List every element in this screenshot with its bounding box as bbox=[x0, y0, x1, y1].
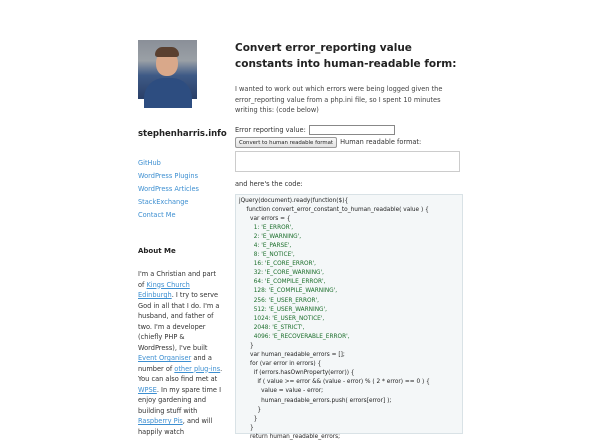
error-reporting-input[interactable] bbox=[309, 125, 395, 135]
code-line: for (var error in errors) { bbox=[239, 361, 322, 368]
error-reporting-label: Error reporting value: bbox=[235, 125, 306, 134]
about-title: About Me bbox=[138, 247, 176, 255]
code-line: 4: 'E_PARSE', bbox=[239, 242, 292, 249]
human-readable-label: Human readable format: bbox=[340, 138, 422, 146]
code-line: 2: 'E_WARNING', bbox=[239, 233, 302, 240]
wpse-link[interactable]: WPSE bbox=[138, 385, 157, 394]
code-line: } bbox=[239, 424, 254, 431]
about-text-part: . In my spare time I enjoy gardening and building stuff with bbox=[138, 385, 222, 415]
code-line: 1024: 'E_USER_NOTICE', bbox=[239, 315, 325, 322]
code-line: } bbox=[239, 343, 254, 349]
kings-church-link[interactable]: Kings Church Edinburgh bbox=[138, 280, 190, 299]
sidebar-nav bbox=[138, 157, 222, 222]
code-line: 512: 'E_USER_WARNING', bbox=[239, 306, 327, 313]
about-text-part: . You can also find met at bbox=[138, 364, 223, 383]
code-line: } bbox=[239, 415, 258, 422]
site-name[interactable]: stephenharris.info bbox=[138, 129, 227, 139]
code-line: function convert_error_constant_to_human_readable( value ) { bbox=[239, 206, 429, 213]
code-line: if ( value >= error && (value - error) % ( 2 * error) == 0 ) { bbox=[239, 379, 430, 386]
about-text-part: I'm a Christian and part of bbox=[138, 270, 216, 289]
nav-item-wordpress-articles[interactable]: WordPress Articles bbox=[138, 185, 199, 193]
code-line: 128: 'E_COMPILE_WARNING', bbox=[239, 288, 338, 295]
code-line: } bbox=[239, 406, 262, 413]
human-readable-output[interactable] bbox=[235, 151, 460, 172]
code-line: 8: 'E_NOTICE', bbox=[239, 252, 295, 259]
code-line: 64: 'E_COMPILE_ERROR', bbox=[239, 279, 326, 286]
intro-text: I wanted to work out which errors were being logged given the error_reporting value from a php.ini file, so I spent 10 minutes writing this: (code below) bbox=[235, 85, 443, 114]
nav-item-contact-me[interactable]: Contact Me bbox=[138, 211, 176, 219]
code-line: 256: 'E_USER_ERROR', bbox=[239, 297, 320, 304]
main-content bbox=[235, 40, 465, 440]
nav-item-wordpress-plugins[interactable]: WordPress Plugins bbox=[138, 172, 199, 180]
code-line: jQuery(document).ready(function($){ bbox=[239, 197, 349, 204]
code-line: 4096: 'E_RECOVERABLE_ERROR', bbox=[239, 333, 350, 340]
code-line: if (errors.hasOwnProperty(error)) { bbox=[239, 370, 355, 377]
code-line: value = value - error; bbox=[239, 388, 324, 395]
code-line: human_readable_errors.push( errors[error] ); bbox=[239, 397, 392, 404]
code-line: 32: 'E_CORE_WARNING', bbox=[239, 270, 324, 277]
about-text-part: . I try to serve God in all that I do. I'm a husband, and father of two. I'm a developer (chiefly PHP & WordPress), I've built bbox=[138, 291, 220, 352]
code-line: var errors = { bbox=[239, 215, 291, 222]
avatar bbox=[138, 40, 197, 99]
sidebar bbox=[138, 40, 227, 437]
code-line: return human_readable_errors; bbox=[239, 433, 341, 440]
error-reporting-row bbox=[235, 125, 465, 135]
other-plugins-link[interactable]: other plug-ins bbox=[174, 364, 221, 373]
nav-item-github[interactable]: GitHub bbox=[138, 159, 161, 167]
code-line: 16: 'E_CORE_ERROR', bbox=[239, 261, 317, 268]
about-text bbox=[138, 269, 224, 437]
convert-row bbox=[235, 137, 465, 148]
code-intro: and here's the code: bbox=[235, 179, 303, 188]
code-line: 2048: 'E_STRICT', bbox=[239, 324, 305, 331]
convert-button[interactable]: Convert to human readable format bbox=[235, 137, 337, 148]
event-organiser-link[interactable]: Event Organiser bbox=[138, 354, 192, 362]
nav-item-stackexchange[interactable]: StackExchange bbox=[138, 198, 189, 206]
code-line: var human_readable_errors = []; bbox=[239, 352, 345, 359]
raspberry-pis-link[interactable]: Raspberry Pis bbox=[138, 417, 183, 425]
page-title: Convert error_reporting value constants into human-readable form: bbox=[235, 42, 457, 70]
about-text-part: , and will happily watch bbox=[138, 417, 213, 436]
code-block bbox=[235, 194, 463, 440]
code-line: 1: 'E_ERROR', bbox=[239, 224, 294, 231]
about-text-part: and a number of bbox=[138, 354, 212, 373]
